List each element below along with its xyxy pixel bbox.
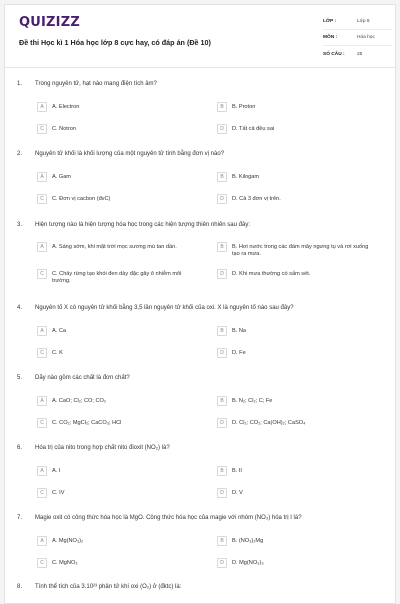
option-letter-box: C [37, 348, 47, 358]
option-d[interactable] [217, 488, 377, 498]
meta-row-count [323, 46, 393, 62]
meta-label: MÔN : [323, 35, 338, 40]
question-number: 8. [17, 584, 23, 590]
quizizz-logo[interactable]: QUIZIZZ [19, 15, 80, 30]
worksheet-page [4, 4, 396, 604]
option-text: C. CO₂; MgCl₂; CaCO₃; HCl [52, 419, 122, 426]
option-letter-box: A [37, 326, 47, 336]
meta-value: 25 [357, 51, 363, 57]
option-letter-box: D [217, 194, 227, 204]
option-text: A. I [52, 467, 61, 474]
question-number: 1. [17, 81, 23, 87]
question-number: 6. [17, 445, 23, 451]
option-letter-box: B [217, 172, 227, 182]
option-c[interactable] [37, 488, 197, 498]
question-text: Nguyên tố X có nguyên tử khối bằng 3,5 lần nguyên tử khối của oxi. X là nguyên tố nào sau đây? [35, 305, 294, 311]
option-letter-box: B [217, 536, 227, 546]
option-text: A. Ca [52, 327, 66, 334]
option-letter-box: B [217, 396, 227, 406]
meta-row-grade [323, 14, 393, 30]
option-b[interactable] [217, 242, 377, 258]
option-b[interactable] [217, 536, 377, 546]
meta-row-subject [323, 30, 393, 46]
option-text: C. IV [52, 489, 65, 496]
option-letter-box: C [37, 418, 47, 428]
option-text: A. Mg(NO₃)₂ [52, 537, 84, 544]
option-text: D. Mg(NO₃)₃ [232, 559, 264, 566]
option-text: C. K [52, 349, 63, 356]
option-text: D. Fe [232, 349, 246, 356]
option-letter-box: B [217, 242, 227, 252]
option-text: C. MgNO₃ [52, 559, 78, 566]
option-a[interactable] [37, 326, 197, 336]
option-letter-box: D [217, 418, 227, 428]
option-letter-box: B [217, 326, 227, 336]
option-letter-box: A [37, 172, 47, 182]
option-text: B. (NO₃)₂Mg [232, 537, 264, 544]
option-a[interactable] [37, 466, 197, 476]
meta-label: LỚP : [323, 19, 337, 24]
option-text: B. Kilogam [232, 173, 260, 180]
option-text: D. V [232, 489, 243, 496]
option-text: A. Sáng sớm, khi mặt trời mọc sương mù tan dần. [52, 243, 177, 250]
option-b[interactable] [217, 396, 377, 406]
option-text: B. Proton [232, 103, 256, 110]
option-d[interactable] [217, 194, 377, 204]
question-number: 3. [17, 222, 23, 228]
option-text: C. Đơn vị cacbon (đvC) [52, 195, 111, 202]
meta-value: Lớp 8 [357, 19, 370, 24]
option-letter-box: B [217, 102, 227, 112]
option-text: C. Chảy rừng tạo khói đen dày đặc gây ô nhiễm môi trường. [52, 270, 182, 284]
option-b[interactable] [217, 102, 377, 112]
option-d[interactable] [217, 558, 377, 568]
meta-label: SỐ CÂU : [323, 51, 345, 57]
meta-table [323, 14, 393, 62]
option-letter-box: C [37, 269, 47, 279]
question-number: 7. [17, 515, 23, 521]
option-c[interactable] [37, 348, 197, 358]
option-text: A. CaO; Cl₂; CO; CO₂ [52, 397, 107, 404]
question-text: Hiện tượng nào là hiện tượng hóa học trong các hiện tượng thiên nhiên sau đây: [35, 222, 250, 228]
option-b[interactable] [217, 172, 377, 182]
option-letter-box: D [217, 558, 227, 568]
question-text: Dãy nào gồm các chất là đơn chất? [35, 375, 130, 381]
question-number: 5. [17, 375, 23, 381]
option-a[interactable] [37, 102, 197, 112]
question-text: Trong nguyên tử, hạt nào mang điện tích âm? [35, 81, 157, 87]
option-letter-box: C [37, 124, 47, 134]
option-text: D. Cl₂; CO₂; Ca(OH)₂; CaSO₄ [232, 419, 306, 426]
option-c[interactable] [37, 558, 197, 568]
option-text: D. Cả 3 đơn vị trên. [232, 195, 281, 202]
option-a[interactable] [37, 172, 197, 182]
option-a[interactable] [37, 536, 197, 546]
worksheet-header [5, 5, 395, 68]
option-text: A. Electron [52, 103, 80, 110]
question-text: Hóa trị của nito trong hợp chất nito đioxit (NO₂) là? [35, 445, 170, 451]
question-number: 2. [17, 151, 23, 157]
option-letter-box: D [217, 269, 227, 279]
option-letter-box: D [217, 124, 227, 134]
option-c[interactable] [37, 124, 197, 134]
option-c[interactable] [37, 194, 197, 204]
option-letter-box: A [37, 102, 47, 112]
option-a[interactable] [37, 242, 197, 252]
option-letter-box: A [37, 396, 47, 406]
option-a[interactable] [37, 396, 197, 406]
option-text: C. Notron [52, 125, 76, 132]
option-d[interactable] [217, 124, 377, 134]
page-title: Đề thi Học kì 1 Hóa học lớp 8 cực hay, có đáp án (Đề 10) [19, 38, 211, 47]
option-d[interactable] [217, 348, 377, 358]
option-text: A. Gam [52, 173, 71, 180]
question-text: Nguyên tử khối là khối lượng của một nguyên tử tính bằng đơn vị nào? [35, 151, 225, 157]
option-text: D. Khi mưa thường có sấm sét. [232, 270, 311, 277]
option-d[interactable] [217, 418, 377, 428]
option-b[interactable] [217, 466, 377, 476]
option-letter-box: A [37, 466, 47, 476]
option-c[interactable] [37, 418, 197, 428]
option-text: B. Na [232, 327, 246, 334]
option-letter-box: D [217, 488, 227, 498]
option-text: B. Hơi nước trong các đám mây ngưng tụ và rơi xuống tạo ra mưa. [232, 243, 369, 257]
option-text: B. N₂; Cl₂; C; Fe [232, 397, 273, 404]
option-letter-box: A [37, 536, 47, 546]
option-letter-box: D [217, 348, 227, 358]
option-b[interactable] [217, 326, 377, 336]
meta-value: Hóa học [357, 35, 375, 40]
question-number: 4. [17, 305, 23, 311]
option-letter-box: A [37, 242, 47, 252]
question-text: Magie oxit có công thức hóa học là MgO. Công thức hóa học của magie với nhóm (NO₃) hóa trị I là? [35, 515, 302, 521]
option-d[interactable] [217, 269, 377, 279]
option-text: D. Tất cả đều sai [232, 125, 275, 132]
option-letter-box: C [37, 194, 47, 204]
option-letter-box: C [37, 488, 47, 498]
option-letter-box: B [217, 466, 227, 476]
option-letter-box: C [37, 558, 47, 568]
option-c[interactable] [37, 269, 197, 285]
question-text: Tính thể tích của 3.10²³ phân tử khí oxi (O₂) ở (đktc) là: [35, 584, 182, 590]
option-text: B. II [232, 467, 242, 474]
